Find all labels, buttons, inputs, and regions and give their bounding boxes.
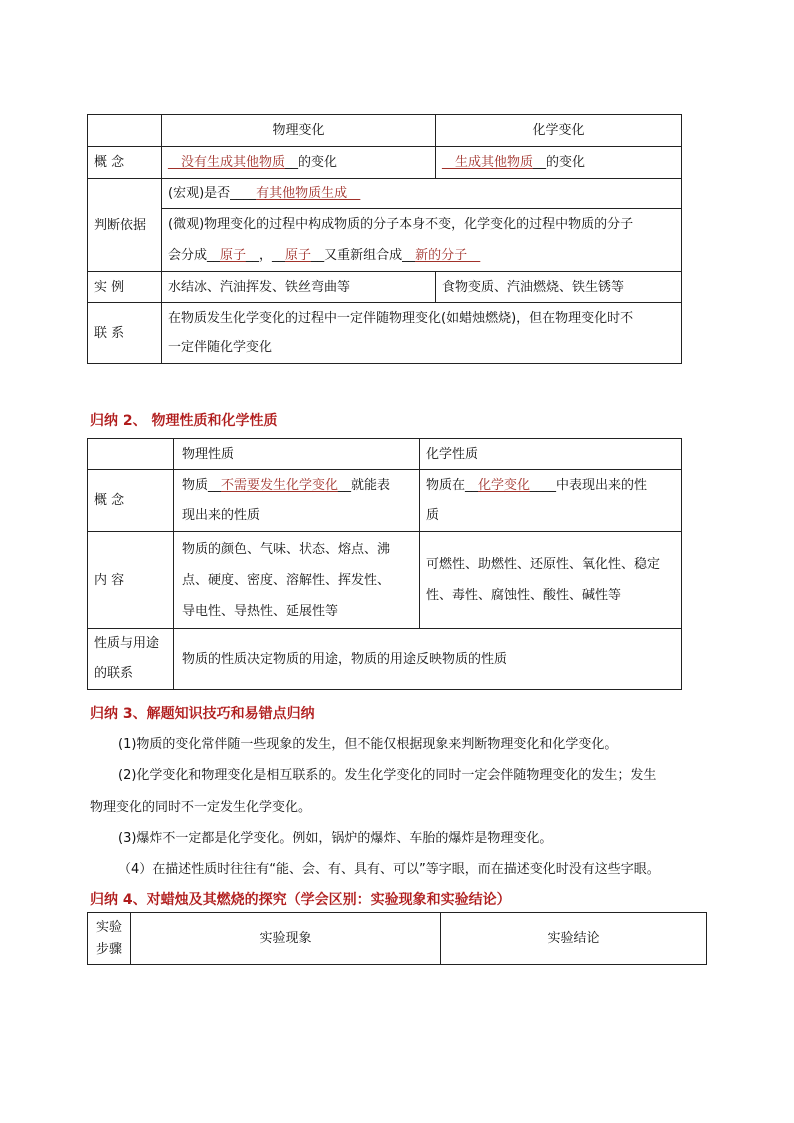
link-cell bbox=[162, 303, 682, 364]
link-line-1: 在物质发生化学变化的过程中一定伴随物理变化(如蜡烛燃烧)，但在物理变化时不 bbox=[168, 311, 634, 326]
header-chemical-change: 化学变化 bbox=[436, 115, 682, 147]
chemical-example-cell: 食物变质、汽油燃烧、铁生锈等 bbox=[436, 272, 682, 303]
text: __，__ bbox=[246, 248, 286, 263]
step-line-1: 实验 bbox=[95, 919, 122, 935]
table-row bbox=[88, 303, 682, 364]
table-row bbox=[88, 179, 682, 209]
suffix-text: __的变化 bbox=[533, 155, 586, 170]
micro-line-2 bbox=[168, 240, 675, 271]
label-line-2: 的联系 bbox=[94, 666, 134, 681]
tip-1: (1)物质的变化常伴随一些现象的发生，但不能仅根据现象来判断物理变化和化学变化。 bbox=[118, 737, 618, 752]
table-row bbox=[88, 272, 682, 303]
answer-text: 新的分子 bbox=[415, 248, 468, 263]
table-physical-chemical-property bbox=[87, 438, 682, 690]
chemical-concept-cell bbox=[436, 147, 682, 179]
row-label-content: 内 容 bbox=[88, 532, 174, 629]
header-experiment-conclusion: 实验结论 bbox=[441, 913, 707, 965]
answer-text: 不需要发生化学变化 bbox=[221, 477, 339, 493]
answer-text: 有其他物质生成 bbox=[256, 186, 348, 201]
physical-concept-cell bbox=[162, 147, 436, 179]
concept-line-2: 质 bbox=[426, 507, 440, 523]
table-row bbox=[88, 439, 682, 470]
row-label-concept: 概 念 bbox=[88, 147, 162, 179]
macro-basis-cell bbox=[162, 179, 682, 209]
text: 会分成__ bbox=[168, 248, 221, 263]
header-physical-change: 物理变化 bbox=[162, 115, 436, 147]
heading-4: 归纳 4、对蜡烛及其燃烧的探究（学会区别：实验现象和实验结论） bbox=[90, 892, 511, 908]
row-label-link: 联 系 bbox=[88, 303, 162, 364]
answer-text: 原子 bbox=[285, 248, 312, 263]
answer-text: 化学变化 bbox=[478, 477, 531, 493]
use-cell: 物质的性质决定物质的用途，物质的用途反映物质的性质 bbox=[174, 629, 682, 690]
concept-line-1 bbox=[426, 471, 675, 501]
answer-text: 生成其他物质 bbox=[455, 155, 534, 170]
chemical-property-concept-cell bbox=[420, 470, 682, 532]
concept-line-1 bbox=[182, 471, 413, 501]
link-line-2: 一定伴随化学变化 bbox=[168, 340, 273, 355]
text: __就能表 bbox=[338, 477, 391, 493]
heading-3: 归纳 3、解题知识技巧和易错点归纳 bbox=[90, 706, 315, 722]
table-row bbox=[88, 913, 707, 965]
tip-2-line-1: (2)化学变化和物理变化是相互联系的。发生化学变化的同时一定会伴随物理变化的发生；发生 bbox=[118, 768, 657, 783]
header-empty-cell bbox=[88, 115, 162, 147]
table-physical-chemical-change bbox=[87, 114, 682, 364]
header-empty-cell bbox=[88, 439, 174, 470]
table-row bbox=[88, 209, 682, 272]
step-line-2: 步骤 bbox=[95, 941, 122, 957]
physical-property-content-cell bbox=[174, 532, 420, 629]
row-label-concept: 概 念 bbox=[88, 470, 174, 532]
table-row bbox=[88, 147, 682, 179]
text: 物质在__ bbox=[426, 477, 479, 493]
header-chemical-property: 化学性质 bbox=[420, 439, 682, 470]
table-candle-experiment bbox=[87, 912, 707, 965]
answer-text: 原子 bbox=[220, 248, 247, 263]
text: __又重新组合成__ bbox=[311, 248, 416, 263]
table-row bbox=[88, 532, 682, 629]
content-line-3: 导电性、导热性、延展性等 bbox=[182, 603, 339, 619]
row-label-basis: 判断依据 bbox=[88, 179, 162, 272]
content-line-1: 物质的颜色、气味、状态、熔点、沸 bbox=[182, 541, 391, 557]
micro-line-1: (微观)物理变化的过程中构成物质的分子本身不变，化学变化的过程中物质的分子 bbox=[168, 217, 634, 232]
row-label-use bbox=[88, 629, 174, 690]
label-line-1: 性质与用途 bbox=[94, 636, 160, 651]
text: ____中表现出来的性 bbox=[530, 477, 648, 493]
text: 物质__ bbox=[182, 477, 222, 493]
blank: __ bbox=[442, 155, 455, 170]
table-row bbox=[88, 115, 682, 147]
physical-property-concept-cell bbox=[174, 470, 420, 532]
table-row bbox=[88, 470, 682, 532]
table-row bbox=[88, 629, 682, 690]
row-label-example: 实 例 bbox=[88, 272, 162, 303]
physical-example-cell: 水结冰、汽油挥发、铁丝弯曲等 bbox=[162, 272, 436, 303]
concept-line-2: 现出来的性质 bbox=[182, 507, 261, 523]
content-line-1: 可燃性、助燃性、还原性、氧化性、稳定 bbox=[426, 557, 661, 572]
content-line-2: 点、硬度、密度、溶解性、挥发性、 bbox=[182, 572, 391, 588]
suffix-text: __的变化 bbox=[285, 155, 338, 170]
header-experiment-phenomenon: 实验现象 bbox=[131, 913, 441, 965]
prefix-text: (宏观)是否____ bbox=[168, 186, 257, 201]
tip-4: （4）在描述性质时往往有“能、会、有、具有、可以”等字眼，而在描述变化时没有这些字眼。 bbox=[118, 862, 660, 877]
header-physical-property: 物理性质 bbox=[174, 439, 420, 470]
heading-2: 归纳 2、 物理性质和化学性质 bbox=[90, 413, 278, 429]
blank: __ bbox=[168, 155, 181, 170]
tip-3: (3)爆炸不一定都是化学变化。例如，锅炉的爆炸、车胎的爆炸是物理变化。 bbox=[118, 831, 553, 846]
blank: __ bbox=[347, 186, 361, 201]
answer-text: 没有生成其他物质 bbox=[181, 155, 286, 170]
blank: __ bbox=[467, 248, 481, 263]
micro-basis-cell bbox=[162, 209, 682, 272]
tip-2-line-2: 物理变化的同时不一定发生化学变化。 bbox=[90, 800, 312, 815]
header-experiment-step bbox=[88, 913, 131, 965]
chemical-property-content-cell bbox=[420, 532, 682, 629]
content-line-2: 性、毒性、腐蚀性、酸性、碱性等 bbox=[426, 588, 622, 603]
